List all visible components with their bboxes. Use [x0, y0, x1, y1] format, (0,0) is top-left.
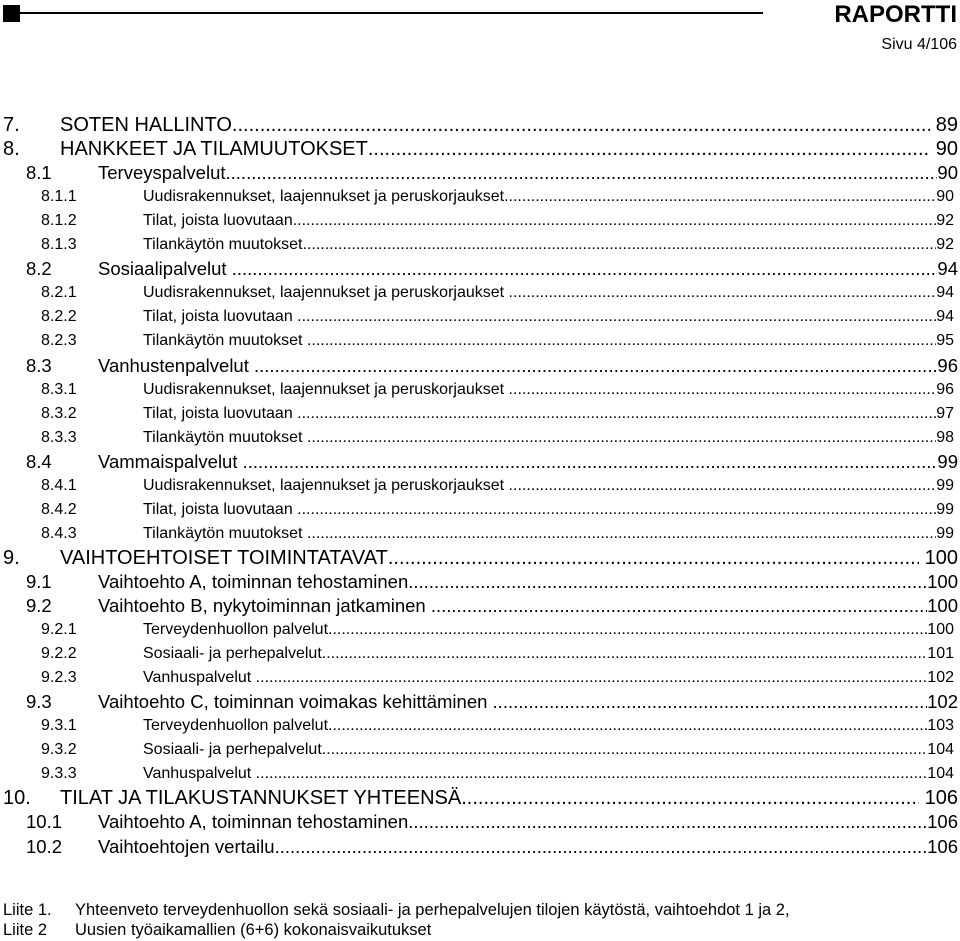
toc-entry-page: 89	[930, 114, 958, 136]
toc-entry-number: 9.3	[26, 691, 52, 713]
toc-entry-number: 8.3.3	[41, 428, 77, 446]
dot-leader	[431, 595, 927, 617]
dot-leader	[461, 787, 919, 809]
dot-leader	[297, 499, 936, 521]
toc-entry-number: 8.1.1	[41, 188, 77, 206]
toc-entry-title: Tilat, joista luovutaan	[143, 404, 298, 422]
dot-leader	[256, 667, 928, 689]
toc-entry-title: Terveyspalvelut	[98, 162, 226, 184]
toc-entry-title: Uudisrakennukset, laajennukset ja peruskorjaukset	[143, 476, 509, 494]
dot-leader	[493, 691, 928, 713]
toc-entry-page: 99	[936, 476, 954, 494]
dot-leader	[509, 282, 937, 304]
dot-leader	[388, 547, 919, 569]
toc-entry-number: 8.3	[26, 354, 52, 376]
toc-entry-number: 8.	[3, 138, 20, 161]
dot-leader	[232, 114, 930, 136]
toc-entry-page: 104	[927, 741, 954, 759]
toc-entry-page: 106	[927, 811, 958, 833]
toc-entry-page: 100	[927, 621, 954, 639]
toc-entry-number: 9.2.2	[41, 645, 77, 663]
toc-entry-number: 8.4.3	[41, 524, 77, 542]
toc-entry-title: Sosiaali- ja perhepalvelut	[143, 645, 322, 663]
toc-entry-title: VAIHTOEHTOISET TOIMINTATAVAT	[60, 546, 388, 569]
toc-entry-title: Terveydenhuollon palvelut	[143, 717, 329, 735]
toc-entry-number: 10.2	[26, 835, 63, 857]
toc-entry-number: 7.	[3, 114, 20, 136]
toc-entry-number: 8.2	[26, 258, 52, 280]
toc-entry-number: 8.1	[26, 162, 52, 184]
toc-entry-title: Tilat, joista luovutaan	[143, 500, 298, 518]
toc-entry-title: Tilankäytön muutokset	[143, 428, 307, 446]
toc-entry-page: 90	[930, 138, 958, 161]
toc-entry-page: 94	[936, 284, 954, 302]
toc-entry-number: 8.4.1	[41, 476, 77, 494]
appendix-title: Yhteenveto terveydenhuollon sekä sosiaali- ja perhepalvelujen tilojen käytöstä, vaihtoehdot 1 ja 2,	[75, 901, 790, 919]
dot-leader	[232, 258, 938, 280]
toc-entry-page: 103	[927, 717, 954, 735]
dot-leader	[256, 763, 928, 785]
report-title: RAPORTTI	[834, 1, 957, 28]
toc-entry-title: Vanhustenpalvelut	[98, 354, 254, 376]
dot-leader	[297, 306, 936, 328]
dot-leader	[509, 475, 937, 497]
toc-entry-page: 104	[927, 765, 954, 783]
dot-leader	[275, 836, 928, 858]
toc-entry-title: HANKKEET JA TILAMUUTOKSET	[60, 138, 368, 161]
toc-entry-number: 10.	[3, 787, 31, 810]
toc-entry-page: 92	[936, 212, 954, 230]
toc-entry-page: 96	[936, 380, 954, 398]
toc-entry-number: 8.2.3	[41, 332, 77, 350]
toc-entry-number: 8.2.2	[41, 308, 77, 326]
toc-entry-number: 10.1	[26, 811, 63, 833]
toc-entry-page: 96	[937, 354, 958, 376]
toc-entry-number: 8.3.1	[41, 380, 77, 398]
toc-entry-page: 106	[919, 787, 958, 810]
dot-leader	[322, 739, 928, 761]
toc-entry-title: Tilat, joista luovutaan	[143, 212, 293, 230]
toc-entry-page: 106	[927, 835, 958, 857]
toc-entry-number: 9.2.1	[41, 621, 77, 639]
toc-entry-title: Terveydenhuollon palvelut	[143, 621, 329, 639]
toc-entry-title: Vaihtoehto A, toiminnan tehostaminen	[98, 811, 409, 833]
toc-entry-number: 8.4	[26, 450, 52, 472]
toc-entry-number: 8.4.2	[41, 500, 77, 518]
toc-entry-title: Vanhuspalvelut	[143, 669, 256, 687]
toc-entry-title: Uudisrakennukset, laajennukset ja peruskorjaukset	[143, 188, 505, 206]
toc-entry-page: 102	[927, 669, 954, 687]
toc-entry-title: Vaihtoehto C, toiminnan voimakas kehittäminen	[98, 691, 493, 713]
toc-entry-page: 94	[936, 308, 954, 326]
dot-leader	[368, 138, 930, 160]
toc-entry-page: 102	[927, 691, 958, 713]
dot-leader	[509, 379, 937, 401]
dot-leader	[322, 643, 928, 665]
toc-entry-page: 100	[919, 546, 958, 569]
dot-leader	[408, 571, 927, 593]
toc-entry-page: 99	[936, 500, 954, 518]
dot-leader	[293, 210, 936, 232]
toc-entry-page: 95	[936, 332, 954, 350]
dot-leader	[307, 330, 936, 352]
toc-entry-title: Uudisrakennukset, laajennukset ja peruskorjaukset	[143, 380, 509, 398]
toc-entry-number: 8.1.3	[41, 236, 77, 254]
toc-entry-page: 92	[936, 236, 954, 254]
toc-entry-page: 99	[936, 524, 954, 542]
dot-leader	[408, 811, 927, 833]
toc-entry-title: Uudisrakennukset, laajennukset ja peruskorjaukset	[143, 284, 509, 302]
toc-entry-number: 8.2.1	[41, 284, 77, 302]
appendix-title: Uusien työaikamallien (6+6) kokonaisvaikutukset	[75, 921, 432, 939]
dot-leader	[328, 619, 927, 641]
dot-leader	[504, 186, 936, 208]
toc-entry-page: 90	[936, 188, 954, 206]
dot-leader	[297, 403, 936, 425]
toc-entry-title: Sosiaalipalvelut	[98, 258, 232, 280]
toc-entry-page: 100	[927, 570, 958, 592]
toc-entry-page: 101	[927, 645, 954, 663]
toc-entry-number: 8.1.2	[41, 212, 77, 230]
dot-leader	[243, 451, 938, 473]
toc-entry-number: 8.3.2	[41, 404, 77, 422]
toc-entry-page: 97	[936, 404, 954, 422]
toc-entry-page: 100	[927, 595, 958, 616]
appendix-number: Liite 1.	[3, 901, 52, 919]
toc-entry-number: 9.3.3	[41, 765, 77, 783]
toc-entry-page: 94	[937, 258, 958, 280]
header-rule	[20, 12, 763, 14]
page-number: Sivu 4/106	[881, 36, 957, 53]
dot-leader	[254, 355, 937, 377]
toc-entry-title: Tilankäytön muutokset	[143, 524, 307, 542]
toc-entry-title: Tilankäytön muutokset	[143, 332, 307, 350]
toc-entry-title: Vaihtoehtojen vertailu	[98, 835, 275, 857]
dot-leader	[328, 715, 927, 737]
toc-entry-number: 9.2.3	[41, 669, 77, 687]
toc-entry-title: Vaihtoehto B, nykytoiminnan jatkaminen	[98, 595, 431, 616]
toc-entry-number: 9.3.2	[41, 741, 77, 759]
toc-entry-number: 9.2	[26, 595, 52, 616]
header-square-mark	[3, 5, 20, 22]
toc-entry-page: 99	[937, 450, 958, 472]
toc-entry-title: Tilat, joista luovutaan	[143, 308, 298, 326]
toc-entry-number: 9.	[3, 546, 20, 569]
dot-leader	[307, 523, 936, 545]
dot-leader	[226, 162, 938, 184]
toc-entry-number: 9.3.1	[41, 717, 77, 735]
toc-entry-title: Sosiaali- ja perhepalvelut	[143, 741, 322, 759]
toc-entry-title: Tilankäytön muutokset	[143, 236, 303, 254]
toc-entry-title: SOTEN HALLINTO	[60, 114, 232, 136]
toc-entry-title: Vammaispalvelut	[98, 450, 243, 472]
toc-entry-page: 90	[937, 162, 958, 184]
toc-entry-title: Vanhuspalvelut	[143, 765, 256, 783]
toc-entry-title: Vaihtoehto A, toiminnan tehostaminen	[98, 570, 409, 592]
toc-entry-page: 98	[936, 428, 954, 446]
toc-entry-title: TILAT JA TILAKUSTANNUKSET YHTEENSÄ	[60, 787, 462, 810]
dot-leader	[307, 427, 936, 449]
toc-entry-number: 9.1	[26, 570, 52, 592]
dot-leader	[302, 234, 936, 256]
appendix-number: Liite 2	[3, 921, 48, 939]
